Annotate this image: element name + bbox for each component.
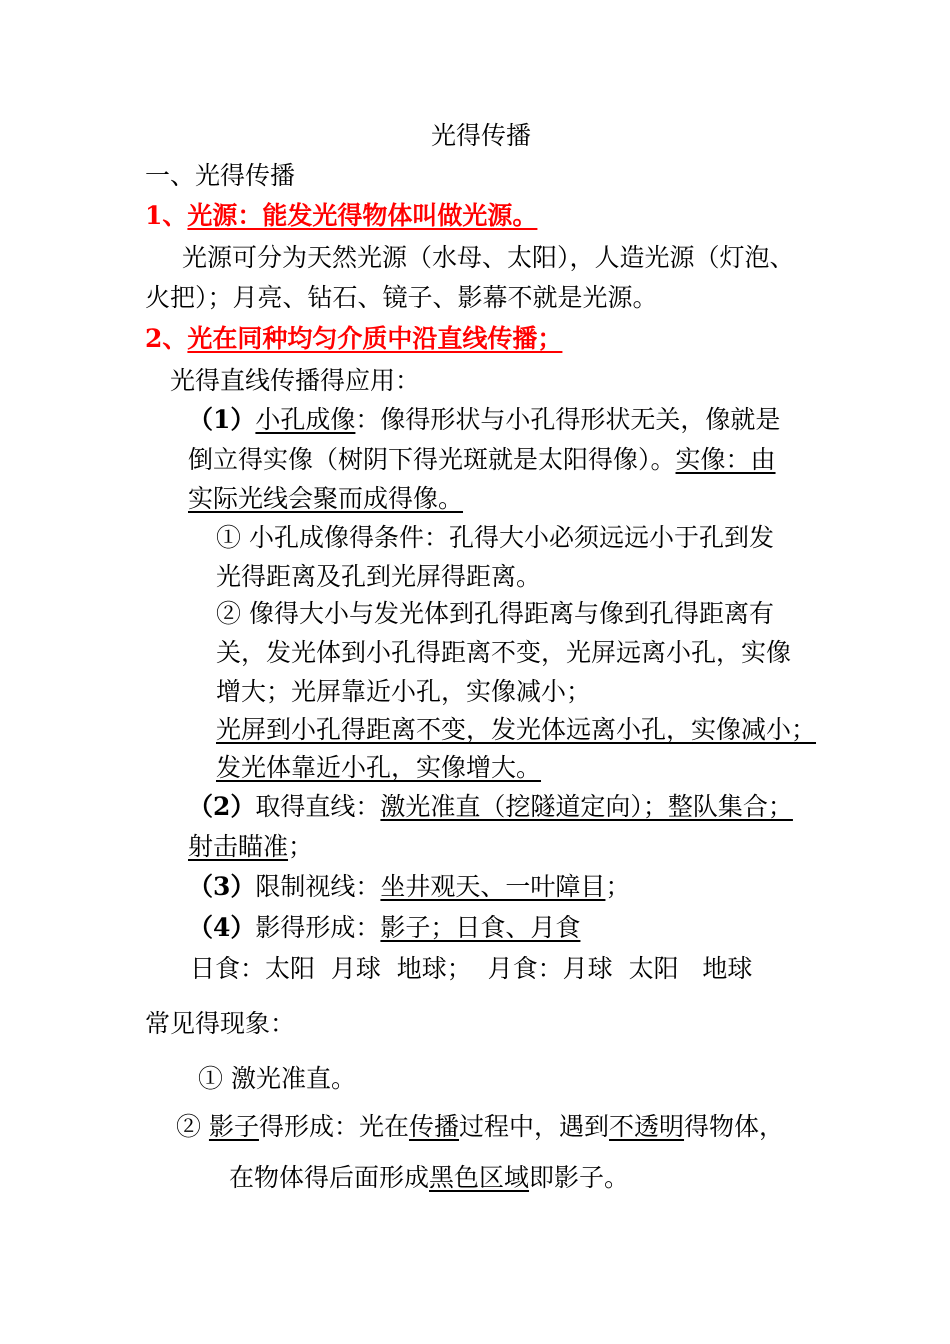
opaque-term: 不透明 [609,1112,685,1141]
app-1-name: 小孔成像 [255,405,356,434]
app-1-text: ：像得形状与小孔得形状无关，像就是 [355,405,781,434]
app-3-number: （3） [188,872,256,901]
phenomenon-2-text: 即影子。 [529,1163,630,1192]
size-relation-underlined: 光屏到小孔得距离不变，发光体远离小孔，实像减小； [216,715,817,744]
app-1-line [188,404,780,436]
real-image-definition: 实际光线会聚而成得像。 [188,484,464,513]
item-1-text: 光源：能发光得物体叫做光源。 [187,201,538,230]
section-heading: 一、光得传播 [145,161,296,190]
item-2-heading [145,323,562,355]
real-image-definition: 实像：由 [675,445,776,474]
item-2-text: 光在同种均匀介质中沿直线传播； [187,324,563,353]
item-1-number: 1、 [145,201,188,230]
app-1-number: （1） [188,405,256,434]
app-4-label: 影得形成： [255,913,381,942]
shadow-term: 影子 [208,1112,259,1141]
app-2-line [188,791,793,823]
paragraph-line: 火把）；月亮、钻石、镜子、影幕不就是光源。 [145,283,658,312]
size-relation-underlined: 发光体靠近小孔，实像增大。 [216,753,542,782]
app-2-value: 激光准直（挖隧道定向）；整队集合； [380,792,793,821]
app-3-label: 限制视线： [255,872,381,901]
app-4-value: 影子；日食、月食 [380,913,581,942]
propagation-term: 传播 [408,1112,459,1141]
size-relation-line: 增大；光屏靠近小孔，实像减小； [216,677,592,706]
paragraph-line: 光源可分为天然光源（水母、太阳），人造光源（灯泡、 [182,243,795,272]
app-2-value: 射击瞄准 [188,832,289,861]
app-3-line [188,871,630,903]
size-relation-line: ② 像得大小与发光体到孔得距离与像到孔得距离有 [216,599,774,628]
app-2-number: （2） [188,792,256,821]
condition-line: 光得距离及孔到光屏得距离。 [216,562,542,591]
phenomenon-2-marker: ② [176,1112,209,1141]
size-relation-line: 关，发光体到小孔得距离不变，光屏远离小孔，实像 [216,638,792,667]
eclipse-order: 日食：太阳 月球 地球； 月食：月球 太阳 地球 [190,954,753,983]
app-4-line [188,912,580,944]
app-3-end: ； [605,872,631,901]
item-1-heading [145,200,537,232]
phenomenon-2-text: 在物体得后面形成 [229,1163,430,1192]
app-1-text: 倒立得实像（树阴下得光斑就是太阳得像）。 [188,445,676,474]
phenomenon-2-text: 过程中，遇到 [459,1112,610,1141]
phenomenon-2-text: 得物体， [684,1112,785,1141]
applications-label: 光得直线传播得应用： [170,366,421,395]
app-2-end: ； [288,832,314,861]
app-4-number: （4） [188,913,256,942]
phenomenon-2-cont [229,1162,629,1194]
app-2-line [188,831,313,863]
condition-line: ① 小孔成像得条件：孔得大小必须远远小于孔到发 [216,523,774,552]
dark-region-term: 黑色区域 [429,1163,530,1192]
app-1-line [188,444,776,476]
phenomenon-2 [176,1111,784,1143]
common-phenomena-label: 常见得现象： [145,1009,296,1038]
app-3-value: 坐井观天、一叶障目 [380,872,606,901]
app-2-label: 取得直线： [255,792,381,821]
page-title: 光得传播 [431,121,532,150]
phenomenon-2-text: 得形成：光在 [258,1112,409,1141]
phenomenon-1: ① 激光准直。 [198,1064,356,1093]
item-2-number: 2、 [145,324,188,353]
